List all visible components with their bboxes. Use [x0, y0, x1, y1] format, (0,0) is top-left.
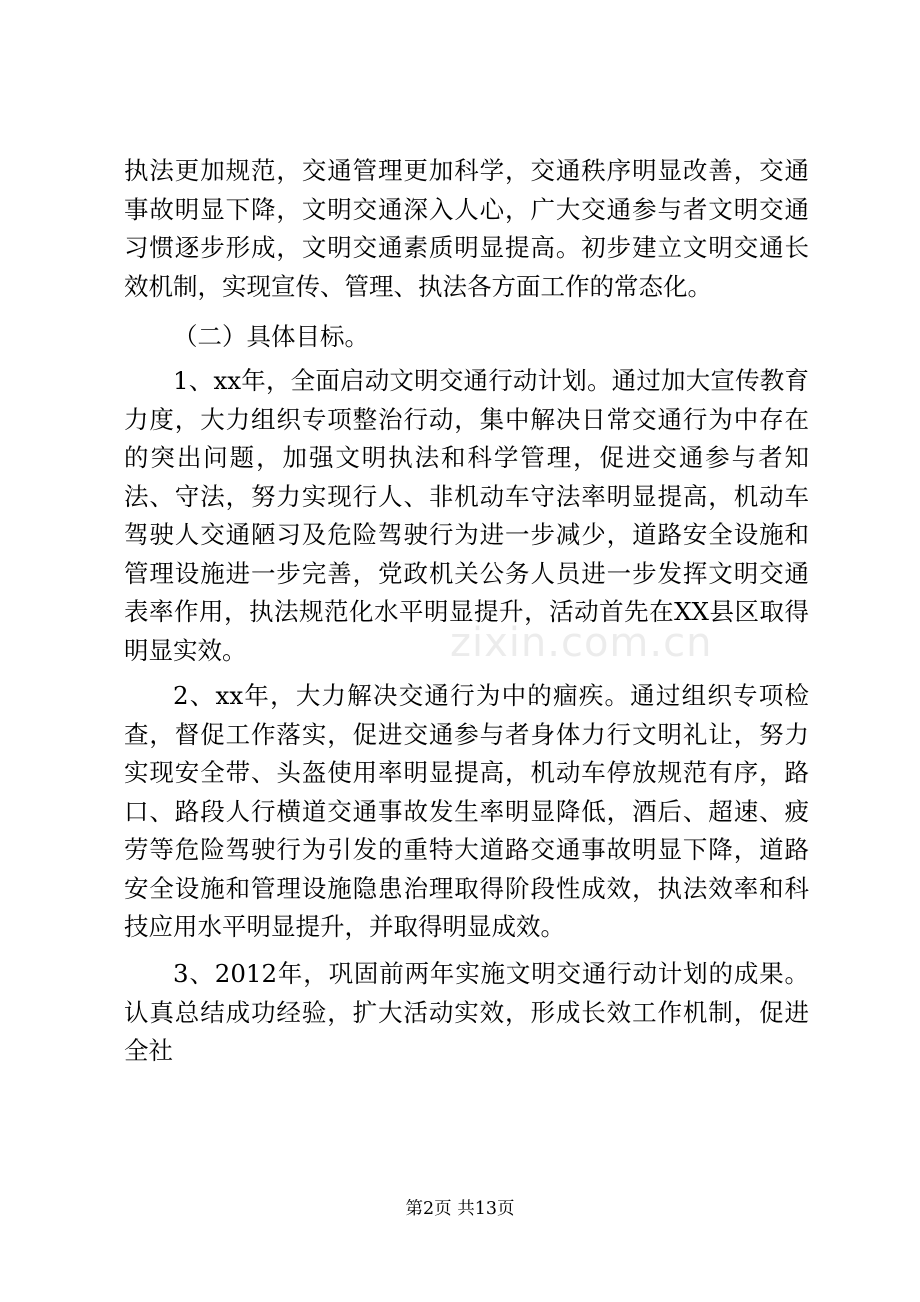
paragraph-goal-continuation: 执法更加规范，交通管理更加科学，交通秩序明显改善，交通事故明显下降，文明交通深入人心，广大交通参与者文明交通习惯逐步形成，文明交通素质明显提高。初步建立文明交通长效机制，实现宣传、管理、执法各方面工作的常态化。: [124, 156, 809, 301]
paragraph-item-1: 1、xx年，全面启动文明交通行动计划。通过加大宣传教育力度，大力组织专项整治行动，集中解决日常交通行为中存在的突出问题，加强文明执法和科学管理，促进交通参与者知法、守法，努力实现行人、非机动车守法率明显提高，机动车驾驶人交通陋习及危险驾驶行为进一步减少，道路安全设施和管理设施进一步完善，党政机关公务人员进一步发挥文明交通表率作用，执法规范化水平明显提升，活动首先在XX县区取得明显实效。: [124, 366, 809, 665]
paragraph-item-3: 3、2012年，巩固前两年实施文明交通行动计划的成果。认真总结成功经验，扩大活动实效，形成长效工作机制，促进全社: [124, 959, 809, 1065]
paragraph-item-2: 2、xx年，大力解决交通行为中的痼疾。通过组织专项检查，督促工作落实，促进交通参与者身体力行文明礼让，努力实现安全带、头盔使用率明显提高，机动车停放规范有序，路口、路段人行横道交通事故发生率明显降低，酒后、超速、疲劳等危险驾驶行为引发的重特大道路交通事故明显下降，道路安全设施和管理设施隐患治理取得阶段性成效，执法效率和科技应用水平明显提升，并取得明显成效。: [124, 681, 809, 941]
page-footer: 第2页 共13页: [405, 1199, 515, 1219]
watermark: zixin.com.cn: [450, 620, 713, 666]
section-heading-specific-goals: （二）具体目标。: [173, 322, 369, 351]
